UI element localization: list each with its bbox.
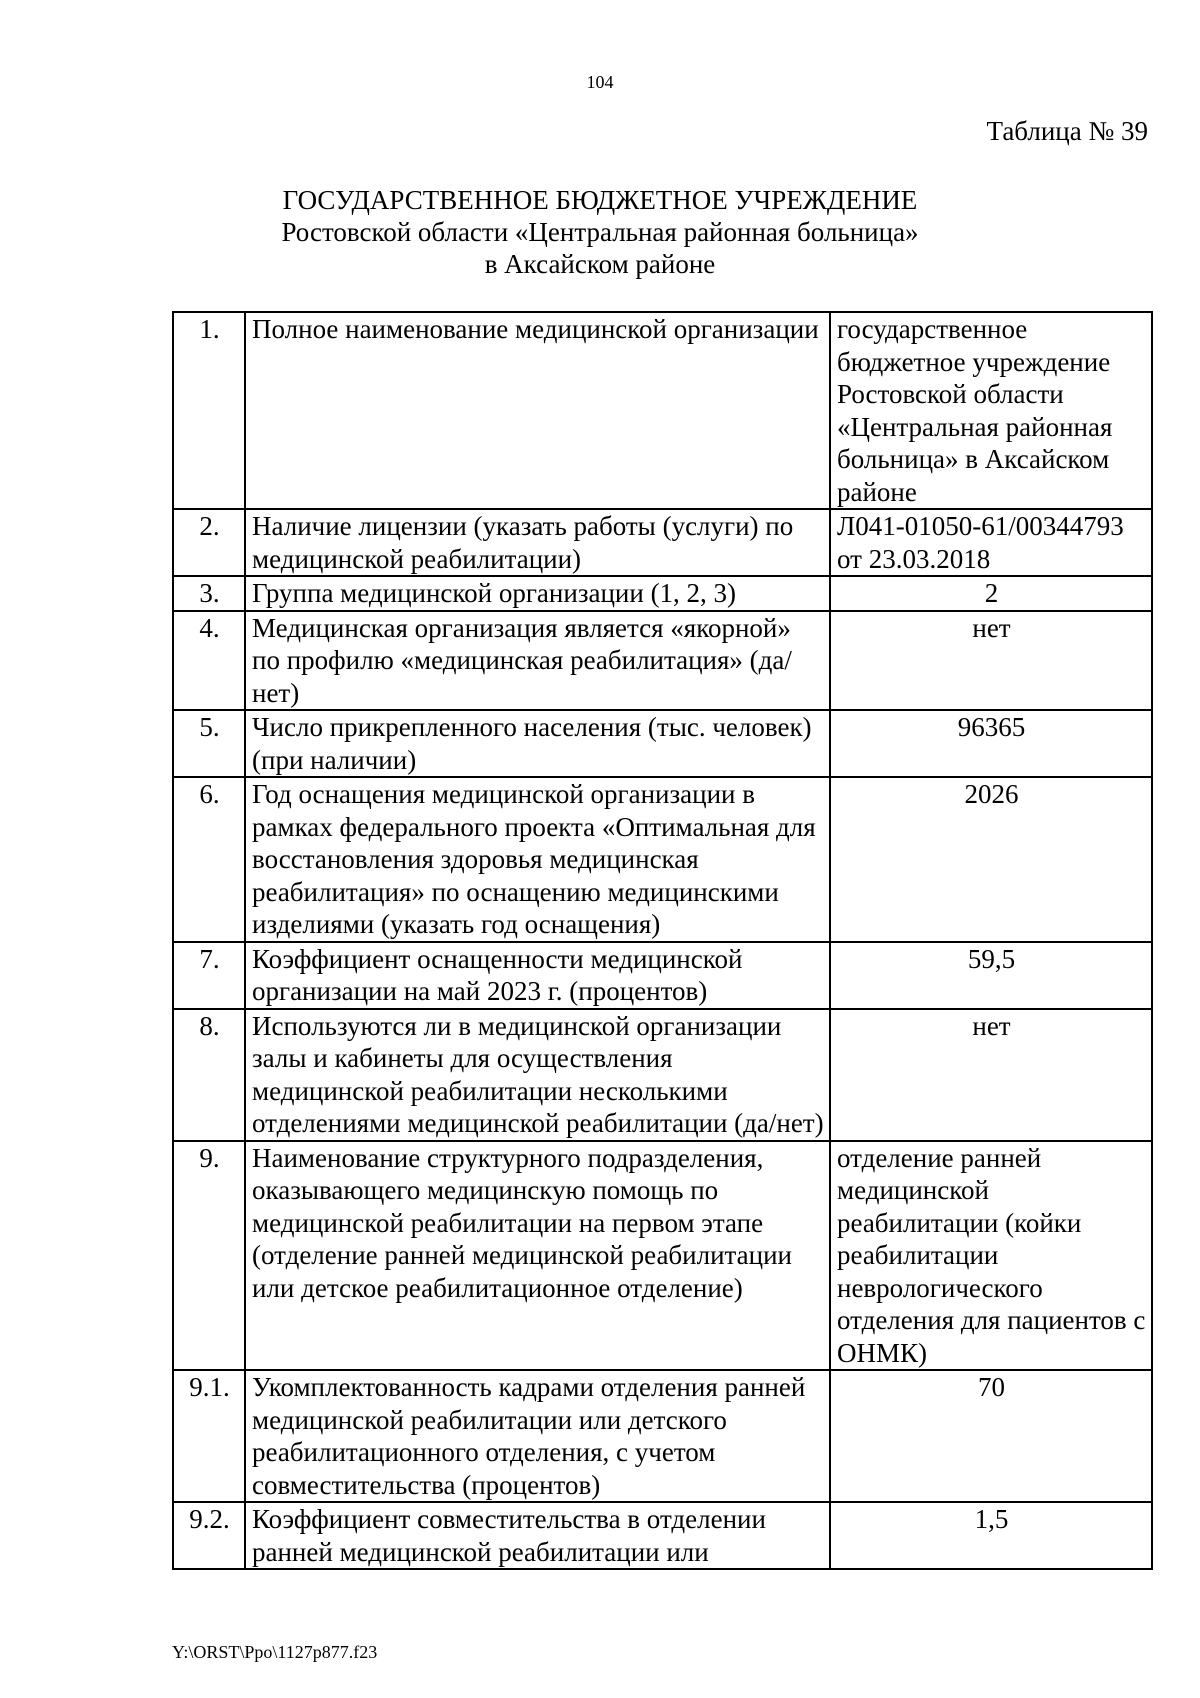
- row-number: 6.: [173, 777, 245, 942]
- row-value: 70: [830, 1370, 1152, 1502]
- row-value: 2: [830, 576, 1152, 611]
- row-value: 1,5: [830, 1502, 1152, 1569]
- table-row: [173, 1009, 1152, 1141]
- table-row: [173, 1141, 1152, 1371]
- table-caption: Таблица № 39: [986, 116, 1148, 146]
- row-number: 4.: [173, 611, 245, 711]
- table-row: [173, 942, 1152, 1009]
- table-row: [173, 1502, 1152, 1569]
- row-number: 9.2.: [173, 1502, 245, 1569]
- row-number: 7.: [173, 942, 245, 1009]
- row-label: Группа медицинской организации (1, 2, 3): [245, 576, 830, 611]
- table-row: [173, 576, 1152, 611]
- row-value: отделение ранней медицинской реабилитации (койки реабилитации неврологического отделения для пациентов с ОНМК): [830, 1141, 1152, 1371]
- table-row: [173, 312, 1152, 509]
- row-label: Год оснащения медицинской организации в рамках федерального проекта «Оптимальная для восстановления здоровья медицинская реабилитация» по оснащению медицинскими изделиями (указать год оснащения): [245, 777, 830, 942]
- row-value: государственное бюджетное учреждение Ростовской области «Центральная районная больница» в Аксайском районе: [830, 312, 1152, 509]
- org-heading-line-2: Ростовской области «Центральная районная больница»: [281, 217, 919, 247]
- row-value: 2026: [830, 777, 1152, 942]
- row-label: Медицинская организация является «якорной» по профилю «медицинская реабилитация» (да/нет): [245, 611, 830, 711]
- row-number: 5.: [173, 710, 245, 777]
- info-table: [172, 311, 1153, 1570]
- row-label: Число прикрепленного населения (тыс. человек) (при наличии): [245, 710, 830, 777]
- row-value: нет: [830, 611, 1152, 711]
- row-number: 3.: [173, 576, 245, 611]
- row-value: Л041-01050-61/00344793 от 23.03.2018: [830, 509, 1152, 576]
- org-heading-line-3: в Аксайском районе: [484, 249, 716, 279]
- table-row: [173, 611, 1152, 711]
- row-label: Полное наименование медицинской организации: [245, 312, 830, 509]
- table-row: [173, 1370, 1152, 1502]
- row-label: Коэффициент совместительства в отделении ранней медицинской реабилитации или: [245, 1502, 830, 1569]
- row-number: 2.: [173, 509, 245, 576]
- row-label: Наименование структурного подразделения, оказывающего медицинскую помощь по медицинской реабилитации на первом этапе (отделение ранней медицинской реабилитации или детское реабилитационное отделение): [245, 1141, 830, 1371]
- row-number: 1.: [173, 312, 245, 509]
- row-value: 96365: [830, 710, 1152, 777]
- row-label: Укомплектованность кадрами отделения ранней медицинской реабилитации или детского реабилитационного отделения, с учетом совместительства (процентов): [245, 1370, 830, 1502]
- page-number: 104: [586, 72, 614, 92]
- row-value: нет: [830, 1009, 1152, 1141]
- row-label: Наличие лицензии (указать работы (услуги) по медицинской реабилитации): [245, 509, 830, 576]
- row-number: 8.: [173, 1009, 245, 1141]
- row-number: 9.1.: [173, 1370, 245, 1502]
- row-label: Используются ли в медицинской организации залы и кабинеты для осуществления медицинской реабилитации несколькими отделениями медицинской реабилитации (да/нет): [245, 1009, 830, 1141]
- table-row: [173, 710, 1152, 777]
- table-row: [173, 509, 1152, 576]
- org-heading-line-1: ГОСУДАРСТВЕННОЕ БЮДЖЕТНОЕ УЧРЕЖДЕНИЕ: [282, 185, 918, 215]
- row-number: 9.: [173, 1141, 245, 1371]
- table-row: [173, 777, 1152, 942]
- footer-file-path: Y:\ORST\Ppo\1127p877.f23: [172, 1642, 378, 1662]
- org-heading: [0, 184, 1200, 280]
- row-value: 59,5: [830, 942, 1152, 1009]
- row-label: Коэффициент оснащенности медицинской организации на май 2023 г. (процентов): [245, 942, 830, 1009]
